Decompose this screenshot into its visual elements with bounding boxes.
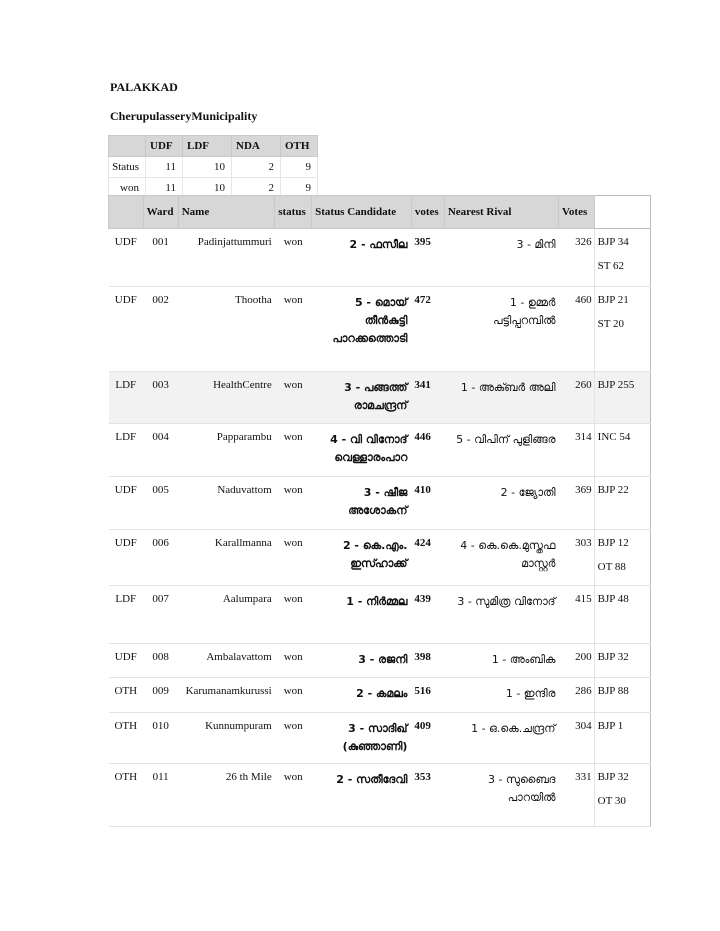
others-entry: BJP 21 (597, 294, 629, 306)
status-cell: won (275, 229, 312, 287)
col-party (109, 196, 144, 229)
wards-table (108, 195, 651, 827)
summary-col-blank (109, 136, 146, 157)
ward-number-cell: 004 (143, 424, 178, 477)
summary-cell: 10 (183, 178, 232, 199)
others-cell (594, 678, 650, 713)
party-cell: UDF (109, 530, 144, 586)
rival-votes-cell: 303 (558, 530, 594, 586)
ward-number-cell: 003 (143, 372, 178, 424)
summary-table (108, 135, 318, 199)
summary-header-row (109, 136, 318, 157)
rival-cell: 5 - വിപിന് പുളിങ്ങര (444, 424, 558, 477)
votes-cell: 341 (411, 372, 444, 424)
rival-cell: 1 - ഇന്ദിര (444, 678, 558, 713)
candidate-cell: 4 - വി വിനോദ് വെള്ളാരംപാറ (312, 424, 412, 477)
votes-cell: 395 (411, 229, 444, 287)
candidate-cell: 1 - നിർമ്മല (312, 586, 412, 644)
others-entry: ST 20 (597, 318, 625, 330)
votes-cell: 439 (411, 586, 444, 644)
status-cell: won (275, 764, 312, 827)
status-cell: won (275, 586, 312, 644)
party-cell: UDF (109, 644, 144, 678)
rival-cell: 2 - ജ്യോതി (444, 477, 558, 530)
votes-cell: 446 (411, 424, 444, 477)
rival-cell: 4 - കെ.കെ.മുസ്തഫ മാസ്റ്റർ (444, 530, 558, 586)
col-nearest-rival: Nearest Rival (444, 196, 558, 229)
party-cell: UDF (109, 229, 144, 287)
votes-cell: 409 (411, 713, 444, 764)
others-entry: BJP 1 (597, 720, 624, 732)
status-cell: won (275, 644, 312, 678)
summary-cell: 2 (232, 178, 281, 199)
summary-cell: 2 (232, 157, 281, 178)
votes-cell: 398 (411, 644, 444, 678)
rival-cell: 3 - മിനി (444, 229, 558, 287)
rival-votes-cell: 331 (558, 764, 594, 827)
ward-name-cell: Naduvattom (178, 477, 275, 530)
others-entry: BJP 255 (597, 379, 635, 391)
party-cell: LDF (109, 586, 144, 644)
status-cell: won (275, 678, 312, 713)
ward-name-cell: Ambalavattom (178, 644, 275, 678)
ward-number-cell: 001 (143, 229, 178, 287)
candidate-cell: 3 - സാദിഖ് (കുഞ്ഞാണി) (312, 713, 412, 764)
candidate-cell: 3 - രജനി (312, 644, 412, 678)
wards-body (109, 229, 651, 827)
others-cell (594, 229, 650, 287)
rival-cell: 3 - സുബൈദ പാറയിൽ (444, 764, 558, 827)
others-entry: OT 30 (597, 795, 626, 807)
party-cell: OTH (109, 713, 144, 764)
rival-votes-cell: 460 (558, 287, 594, 372)
ward-number-cell: 006 (143, 530, 178, 586)
rival-votes-cell: 286 (558, 678, 594, 713)
ward-number-cell: 005 (143, 477, 178, 530)
summary-col-nda: NDA (232, 136, 281, 157)
votes-cell: 353 (411, 764, 444, 827)
summary-cell: 10 (183, 157, 232, 178)
table-row (109, 477, 651, 530)
summary-col-ldf: LDF (183, 136, 232, 157)
status-cell: won (275, 713, 312, 764)
ward-name-cell: HealthCentre (178, 372, 275, 424)
col-status: status (275, 196, 312, 229)
others-entry: ST 62 (597, 260, 625, 272)
others-entry: INC 54 (597, 431, 631, 443)
summary-cell: 11 (146, 157, 183, 178)
rival-votes-cell: 369 (558, 477, 594, 530)
rival-cell: 1 - അക്ബർ അലി (444, 372, 558, 424)
rival-cell: 3 - സുമിത്ര വിനോദ് (444, 586, 558, 644)
party-cell: UDF (109, 287, 144, 372)
status-cell: won (275, 287, 312, 372)
candidate-cell: 2 - ഫസീല (312, 229, 412, 287)
party-cell: OTH (109, 764, 144, 827)
col-votes: votes (411, 196, 444, 229)
others-entry: BJP 32 (597, 771, 629, 783)
col-name: Name (178, 196, 275, 229)
others-cell (594, 372, 650, 424)
rival-cell: 1 - അംബിക (444, 644, 558, 678)
ward-number-cell: 010 (143, 713, 178, 764)
others-entry: BJP 48 (597, 593, 629, 605)
col-others (594, 196, 650, 229)
party-cell: LDF (109, 424, 144, 477)
col-ward: Ward (143, 196, 178, 229)
others-entry: BJP 88 (597, 685, 629, 697)
votes-cell: 472 (411, 287, 444, 372)
ward-number-cell: 011 (143, 764, 178, 827)
table-row (109, 229, 651, 287)
table-row (109, 424, 651, 477)
table-row (109, 764, 651, 827)
table-row (109, 713, 651, 764)
others-cell (594, 644, 650, 678)
votes-cell: 410 (411, 477, 444, 530)
candidate-cell: 2 - കെ.എം. ഇസ്ഹാക്ക് (312, 530, 412, 586)
candidate-cell: 3 - ഷീജ അശോകന് (312, 477, 412, 530)
rival-cell: 1 - ഒ.കെ.ചന്ദ്രന് (444, 713, 558, 764)
others-cell (594, 530, 650, 586)
others-entry: BJP 12 (597, 537, 629, 549)
district-title: PALAKKAD (110, 80, 178, 94)
table-row (109, 644, 651, 678)
party-cell: UDF (109, 477, 144, 530)
others-entry: OT 88 (597, 561, 626, 573)
summary-row-label: won (109, 178, 146, 199)
summary-cell: 9 (281, 178, 318, 199)
rival-votes-cell: 200 (558, 644, 594, 678)
col-rival-votes: Votes (558, 196, 594, 229)
others-cell (594, 287, 650, 372)
others-cell (594, 424, 650, 477)
rival-votes-cell: 415 (558, 586, 594, 644)
candidate-cell: 5 - മൊയ് തീൻകുട്ടി പാറക്കത്തൊടി (312, 287, 412, 372)
col-status-candidate: Status Candidate (312, 196, 412, 229)
status-cell: won (275, 530, 312, 586)
rival-votes-cell: 326 (558, 229, 594, 287)
ward-number-cell: 002 (143, 287, 178, 372)
ward-name-cell: Kunnumpuram (178, 713, 275, 764)
others-cell (594, 713, 650, 764)
summary-col-udf: UDF (146, 136, 183, 157)
status-cell: won (275, 477, 312, 530)
others-entry: BJP 22 (597, 484, 629, 496)
rival-votes-cell: 304 (558, 713, 594, 764)
others-cell (594, 764, 650, 827)
summary-row-label: Status (109, 157, 146, 178)
party-cell: OTH (109, 678, 144, 713)
status-cell: won (275, 372, 312, 424)
candidate-cell: 2 - കമലം (312, 678, 412, 713)
ward-name-cell: Thootha (178, 287, 275, 372)
ward-name-cell: 26 th Mile (178, 764, 275, 827)
wards-header-row (109, 196, 651, 229)
party-cell: LDF (109, 372, 144, 424)
ward-name-cell: Karumanamkurussi (178, 678, 275, 713)
candidate-cell: 2 - സതീദേവി (312, 764, 412, 827)
others-entry: BJP 34 (597, 236, 629, 248)
votes-cell: 516 (411, 678, 444, 713)
rival-votes-cell: 314 (558, 424, 594, 477)
votes-cell: 424 (411, 530, 444, 586)
others-cell (594, 477, 650, 530)
rival-votes-cell: 260 (558, 372, 594, 424)
ward-number-cell: 008 (143, 644, 178, 678)
ward-number-cell: 009 (143, 678, 178, 713)
ward-number-cell: 007 (143, 586, 178, 644)
table-row (109, 586, 651, 644)
ward-name-cell: Aalumpara (178, 586, 275, 644)
candidate-cell: 3 - പങ്ങത്ത് രാമചന്ദ്രന് (312, 372, 412, 424)
status-cell: won (275, 424, 312, 477)
table-row (109, 372, 651, 424)
summary-cell: 9 (281, 157, 318, 178)
others-entry: BJP 32 (597, 651, 629, 663)
table-row (109, 678, 651, 713)
table-row (109, 530, 651, 586)
ward-name-cell: Karallmanna (178, 530, 275, 586)
municipality-title: CherupulasseryMunicipality (110, 109, 258, 123)
others-cell (594, 586, 650, 644)
summary-col-oth: OTH (281, 136, 318, 157)
ward-name-cell: Papparambu (178, 424, 275, 477)
ward-name-cell: Padinjattummuri (178, 229, 275, 287)
summary-cell: 11 (146, 178, 183, 199)
table-row (109, 287, 651, 372)
summary-row (109, 157, 318, 178)
rival-cell: 1 - ഉമ്മർ പട്ടിപ്പറമ്പിൽ (444, 287, 558, 372)
